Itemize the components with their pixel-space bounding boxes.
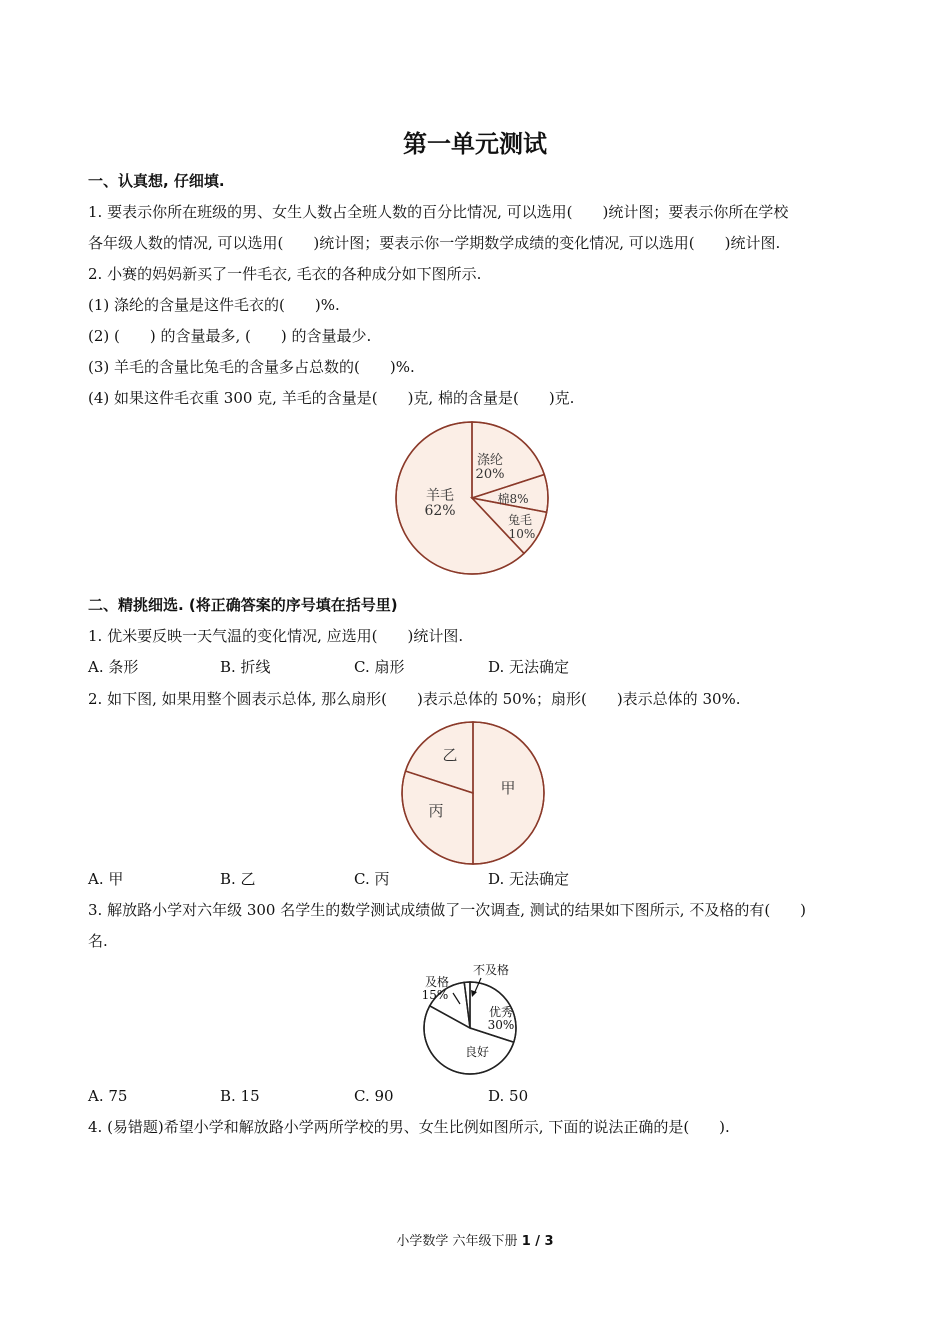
pie3-value-1: 30% [487,1018,515,1032]
s2-q3-option-d: D. 50 [488,1087,529,1105]
section1-heading: 一、认真想, 仔细填. [88,172,225,190]
pie2-label-1: 甲 [500,779,516,797]
s2-q2-option-b: B. 乙 [220,870,256,888]
s2-q3-option-c: C. 90 [354,1087,394,1105]
pie3-label-3: 及格 [424,975,450,989]
pie1-label-2: 棉8% [497,492,529,506]
pie1-label-3: 兔毛 [507,513,533,527]
s2-q3-option-a: A. 75 [88,1087,128,1105]
pie1-label-1: 涤纶 [476,453,504,468]
s1-q1-line1: 1. 要表示你所在班级的男、女生人数占全班人数的百分比情况, 可以选用( )统计图；要表示你所在学校 [88,203,789,221]
pie1-label-4: 羊毛 [426,488,454,504]
s2-q2-option-d: D. 无法确定 [488,870,570,888]
page-footer [0,1230,950,1249]
s2-q1-option-b: B. 折线 [220,658,271,676]
s2-q4: 4. (易错题)希望小学和解放路小学两所学校的男、女生比例如图所示, 下面的说法正确的是( ). [88,1118,730,1136]
pie3-value-3: 15% [421,988,449,1002]
s2-q3-line1: 3. 解放路小学对六年级 300 名学生的数学测试成绩做了一次调查, 测试的结果如下图所示, 不及格的有( ) [88,901,807,919]
s2-q2: 2. 如下图, 如果用整个圆表示总体, 那么扇形( )表示总体的 50%；扇形( )表示总体的 30%. [88,690,741,708]
pie3-label-1: 优秀 [488,1005,514,1019]
test-results-pie-chart [415,960,545,1078]
s1-q2: 2. 小赛的妈妈新买了一件毛衣, 毛衣的各种成分如下图所示. [88,265,482,283]
s2-q2-option-a: A. 甲 [88,870,124,888]
s1-q2-4: (4) 如果这件毛衣重 300 克, 羊毛的含量是( )克, 棉的含量是( )克. [88,389,575,407]
s2-q1-option-c: C. 扇形 [354,658,405,676]
s1-q2-3: (3) 羊毛的含量比兔毛的含量多占总数的( )%. [88,358,415,376]
pie1-value-4: 62% [424,503,456,519]
pie2-label-3: 乙 [442,746,458,764]
s2-q2-option-c: C. 丙 [354,870,390,888]
page-title: 第一单元测试 [403,130,547,158]
sweater-composition-pie-chart [392,418,552,578]
s2-q1-option-d: D. 无法确定 [488,658,570,676]
pie1-value-3: 10% [508,527,536,541]
pie3-label-4: 不及格 [472,963,510,977]
s1-q2-1: (1) 涤纶的含量是这件毛衣的( )%. [88,296,340,314]
pie3-label-2: 良好 [464,1045,490,1059]
page-number: 1 / 3 [521,1234,554,1249]
s1-q2-2: (2) ( ) 的含量最多, ( ) 的含量最少. [88,327,372,345]
s2-q3-option-b: B. 15 [220,1087,260,1105]
pie1-value-1: 20% [475,467,505,482]
s2-q1-option-a: A. 条形 [88,658,139,676]
s2-q1: 1. 优米要反映一天气温的变化情况, 应选用( )统计图. [88,627,464,645]
footer-text: 小学数学 六年级下册 [396,1234,522,1249]
s1-q1-line2: 各年级人数的情况, 可以选用( )统计图；要表示你一学期数学成绩的变化情况, 可以选用( )统计图. [88,234,781,252]
sector-pie-chart [398,718,548,868]
s2-q3-line2: 名. [88,932,108,950]
pie2-label-2: 丙 [428,802,444,820]
section2-heading: 二、精挑细选. (将正确答案的序号填在括号里) [88,596,398,614]
